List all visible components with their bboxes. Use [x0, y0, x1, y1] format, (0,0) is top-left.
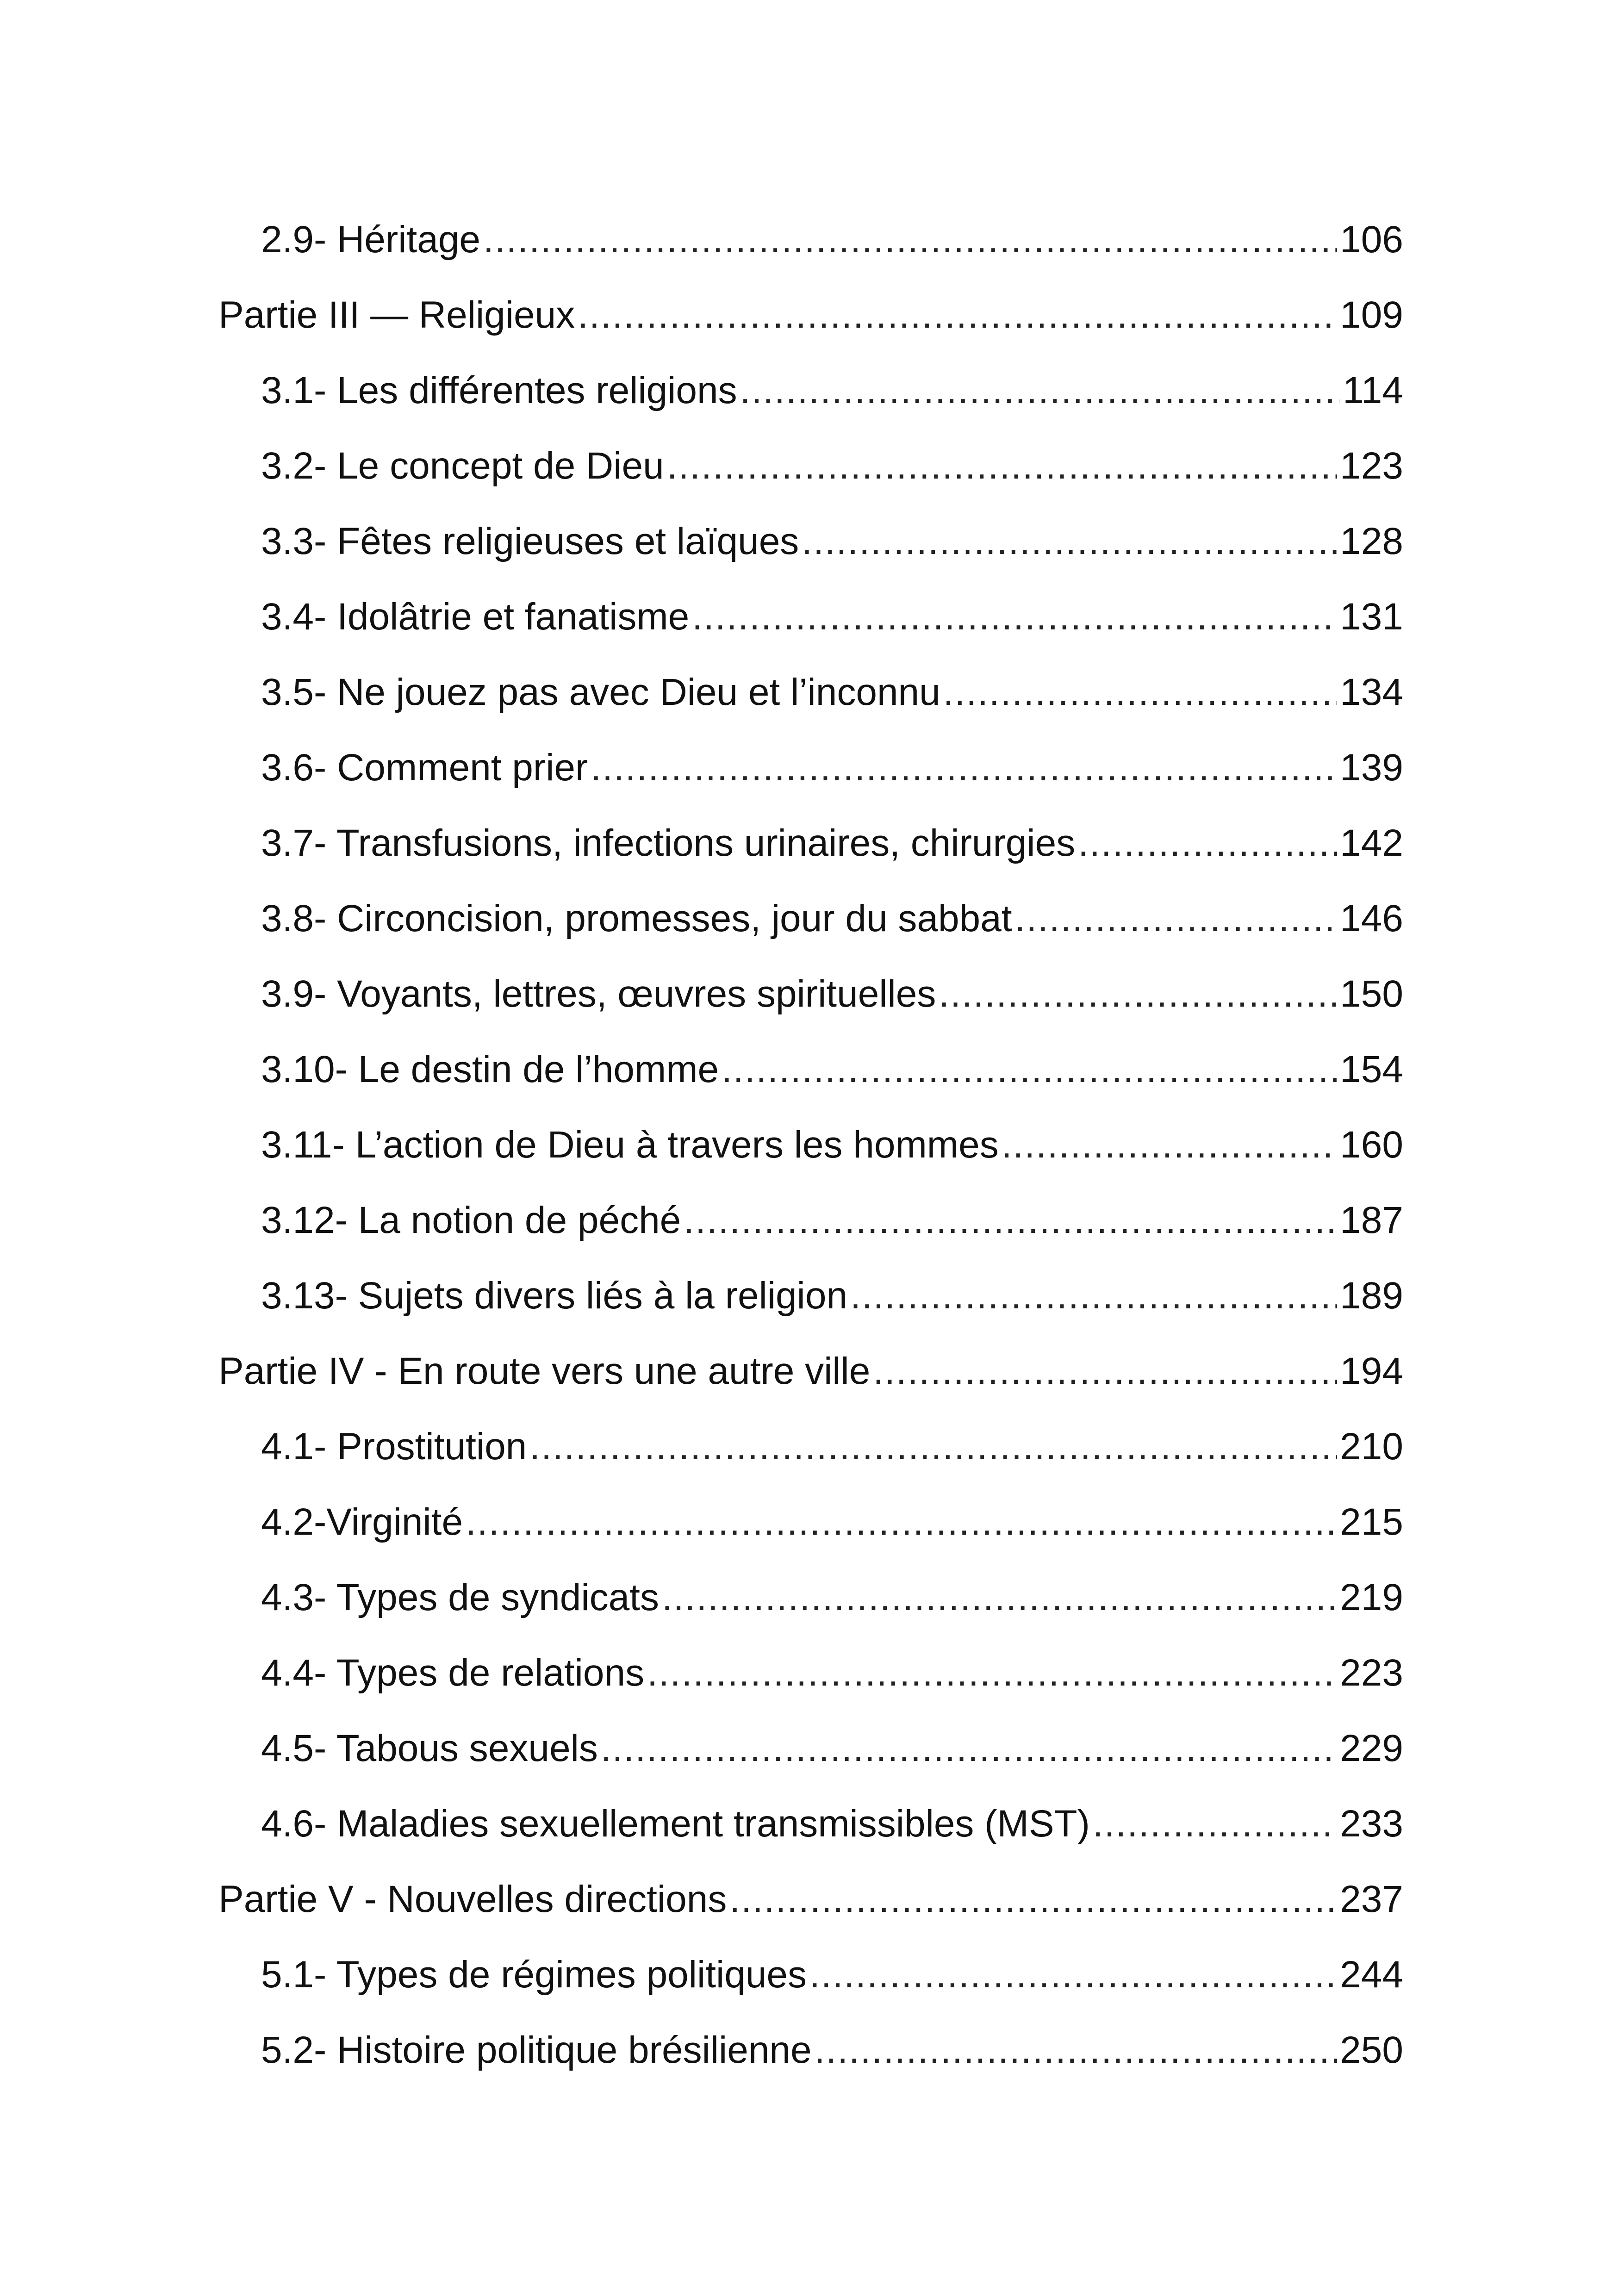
- toc-dot-leader: [529, 1419, 1337, 1475]
- toc-dot-leader: [466, 1494, 1337, 1550]
- toc-dot-leader: [939, 966, 1337, 1022]
- toc-entry-title: 2.9- Héritage: [261, 218, 481, 261]
- toc-entry-page-number: 187: [1340, 1199, 1403, 1241]
- toc-section-entry: [218, 514, 1403, 589]
- toc-section-entry: [218, 363, 1403, 438]
- toc-section-entry: [218, 1193, 1403, 1268]
- toc-entry-title: 3.8- Circoncision, promesses, jour du sabbat: [261, 897, 1012, 940]
- toc-entry-page-number: 109: [1340, 294, 1403, 336]
- toc-entry-page-number: 128: [1340, 520, 1403, 562]
- toc-dot-leader: [943, 665, 1337, 720]
- toc-entry-page-number: 142: [1340, 822, 1403, 864]
- toc-dot-leader: [1078, 815, 1337, 871]
- toc-section-entry: [218, 2022, 1403, 2098]
- toc-entry-page-number: 189: [1340, 1275, 1403, 1317]
- toc-entry-title: 3.3- Fêtes religieuses et laïques: [261, 520, 799, 562]
- toc-dot-leader: [802, 514, 1337, 569]
- toc-dot-leader: [740, 363, 1340, 418]
- toc-entry-title: 4.1- Prostitution: [261, 1425, 527, 1468]
- toc-section-entry: [218, 1042, 1403, 1117]
- toc-dot-leader: [1015, 891, 1338, 946]
- toc-entry-page-number: 237: [1340, 1878, 1403, 1920]
- toc-entry-title: 3.11- L’action de Dieu à travers les hommes: [261, 1124, 999, 1166]
- toc-entry-title: 3.10- Le destin de l’homme: [261, 1048, 719, 1090]
- toc-entry-title: 3.7- Transfusions, infections urinaires, chirurgies: [261, 822, 1076, 864]
- toc-entry-page-number: 131: [1340, 596, 1403, 638]
- toc-section-entry: [218, 1947, 1403, 2022]
- toc-entry-title: 4.4- Types de relations: [261, 1652, 645, 1694]
- toc-section-entry: [218, 1419, 1403, 1494]
- toc-dot-leader: [684, 1193, 1337, 1248]
- toc-section-entry: [218, 815, 1403, 891]
- table-of-contents: [218, 212, 1403, 2098]
- toc-entry-page-number: 250: [1340, 2029, 1403, 2071]
- toc-dot-leader: [483, 212, 1337, 268]
- toc-section-entry: [218, 665, 1403, 740]
- toc-section-entry: [218, 1268, 1403, 1344]
- toc-entry-page-number: 223: [1340, 1652, 1403, 1694]
- toc-entry-page-number: 134: [1340, 671, 1403, 713]
- toc-dot-leader: [850, 1268, 1337, 1324]
- toc-dot-leader: [1002, 1117, 1337, 1173]
- toc-entry-title: 4.6- Maladies sexuellement transmissibles (MST): [261, 1803, 1090, 1845]
- toc-entry-title: 4.5- Tabous sexuels: [261, 1727, 598, 1769]
- toc-entry-page-number: 106: [1340, 218, 1403, 261]
- toc-dot-leader: [601, 1721, 1337, 1776]
- toc-section-entry: [218, 589, 1403, 665]
- toc-entry-title: 5.2- Histoire politique brésilienne: [261, 2029, 812, 2071]
- toc-section-entry: [218, 966, 1403, 1042]
- toc-entry-title: Partie V - Nouvelles directions: [218, 1878, 727, 1920]
- toc-entry-page-number: 114: [1343, 369, 1403, 411]
- toc-entry-page-number: 154: [1340, 1048, 1403, 1090]
- toc-entry-page-number: 194: [1340, 1350, 1403, 1392]
- toc-section-entry: [218, 1721, 1403, 1796]
- toc-entry-page-number: 123: [1340, 445, 1403, 487]
- toc-entry-page-number: 229: [1340, 1727, 1403, 1769]
- toc-section-entry: [218, 1570, 1403, 1645]
- toc-entry-page-number: 233: [1340, 1803, 1403, 1845]
- toc-dot-leader: [662, 1570, 1337, 1625]
- toc-entry-page-number: 215: [1340, 1501, 1403, 1543]
- toc-entry-title: 5.1- Types de régimes politiques: [261, 1954, 807, 1996]
- toc-section-entry: [218, 1117, 1403, 1193]
- toc-entry-title: 3.4- Idolâtrie et fanatisme: [261, 596, 690, 638]
- toc-dot-leader: [692, 589, 1337, 645]
- toc-dot-leader: [722, 1042, 1337, 1097]
- toc-entry-title: Partie IV - En route vers une autre ville: [218, 1350, 871, 1392]
- toc-section-entry: [218, 740, 1403, 815]
- toc-dot-leader: [1093, 1796, 1337, 1852]
- toc-entry-page-number: 150: [1340, 973, 1403, 1015]
- toc-dot-leader: [591, 740, 1337, 796]
- toc-dot-leader: [667, 438, 1337, 494]
- toc-section-entry: [218, 1645, 1403, 1721]
- toc-entry-title: 3.6- Comment prier: [261, 747, 588, 789]
- toc-entry-page-number: 210: [1340, 1425, 1403, 1468]
- toc-entry-page-number: 219: [1340, 1576, 1403, 1618]
- toc-dot-leader: [578, 287, 1337, 343]
- toc-section-entry: [218, 212, 1403, 287]
- toc-dot-leader: [809, 1947, 1337, 2003]
- toc-section-entry: [218, 438, 1403, 514]
- toc-part-entry: [218, 1344, 1403, 1419]
- toc-section-entry: [218, 891, 1403, 966]
- toc-entry-title: 3.2- Le concept de Dieu: [261, 445, 664, 487]
- toc-entry-title: Partie III — Religieux: [218, 294, 575, 336]
- toc-entry-page-number: 244: [1340, 1954, 1403, 1996]
- toc-dot-leader: [729, 1872, 1337, 1927]
- toc-entry-page-number: 146: [1340, 897, 1403, 940]
- toc-entry-title: 3.9- Voyants, lettres, œuvres spirituelles: [261, 973, 936, 1015]
- toc-entry-title: 4.2-Virginité: [261, 1501, 463, 1543]
- toc-dot-leader: [873, 1344, 1337, 1399]
- toc-section-entry: [218, 1494, 1403, 1570]
- toc-entry-title: 4.3- Types de syndicats: [261, 1576, 659, 1618]
- toc-part-entry: [218, 1872, 1403, 1947]
- toc-part-entry: [218, 287, 1403, 363]
- toc-entry-title: 3.13- Sujets divers liés à la religion: [261, 1275, 848, 1317]
- toc-entry-title: 3.1- Les différentes religions: [261, 369, 737, 411]
- toc-entry-title: 3.5- Ne jouez pas avec Dieu et l’inconnu: [261, 671, 940, 713]
- toc-entry-page-number: 160: [1340, 1124, 1403, 1166]
- toc-dot-leader: [815, 2022, 1338, 2078]
- toc-section-entry: [218, 1796, 1403, 1872]
- toc-entry-page-number: 139: [1340, 747, 1403, 789]
- toc-entry-title: 3.12- La notion de péché: [261, 1199, 681, 1241]
- toc-dot-leader: [647, 1645, 1337, 1701]
